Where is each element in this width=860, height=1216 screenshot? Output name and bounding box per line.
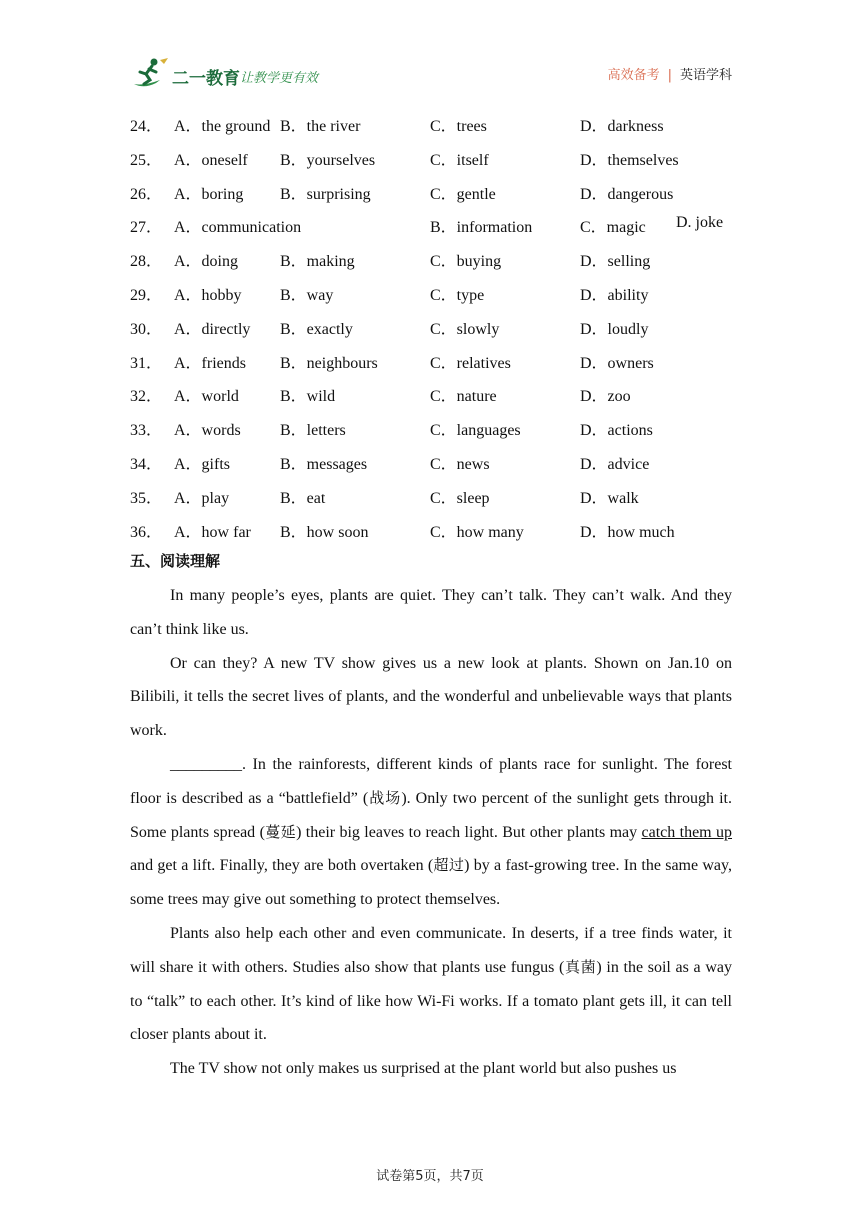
option-a: A．words <box>174 422 241 440</box>
option-d: D．how much <box>580 523 675 541</box>
option-d: D．selling <box>580 253 651 271</box>
option-a: A．the ground <box>174 118 271 135</box>
option-d: D．owners <box>580 354 654 372</box>
option-a: A．how far <box>174 523 251 541</box>
paragraph-2: Or can they? A new TV show gives us a new look at plants. Shown on Jan.10 on Bilibili, it tells the secret lives of plants, and the wonderful and unbelievable ways that plants work. <box>130 654 732 740</box>
option-d: D．ability <box>580 286 649 304</box>
option-b: B．wild <box>280 388 336 406</box>
option-d: D. joke <box>676 214 724 232</box>
option-c: C．nature <box>430 388 497 406</box>
text-segment: and get a lift. Finally, they are both overtaken ( <box>130 857 434 875</box>
option-d: D．loudly <box>580 320 649 338</box>
paragraph-3 <box>130 748 732 917</box>
question-number: 29． <box>130 286 163 304</box>
section-title: 五、阅读理解 <box>130 552 221 570</box>
option-a: A．oneself <box>174 151 248 169</box>
slogan: 让教学更有效 <box>240 71 319 86</box>
answer-options <box>130 110 740 549</box>
option-row <box>130 414 740 448</box>
option-c: C．news <box>430 455 490 473</box>
paragraph-5: The TV show not only makes us surprised at the plant world but also pushes us <box>170 1060 677 1078</box>
option-row <box>130 110 740 144</box>
option-c: C．languages <box>430 422 521 440</box>
paragraph-4 <box>130 917 732 1052</box>
option-a: A．directly <box>174 320 251 338</box>
option-b: B．letters <box>280 422 346 440</box>
text-segment: Plants also help each other and even communicate. In deserts, if a tree finds water, it will share it with others. Studies also show that plants use fungus ( <box>130 924 732 976</box>
logo-text: 二一教育 <box>172 69 240 88</box>
option-b: B．way <box>280 286 334 304</box>
option-c: C．itself <box>430 151 489 169</box>
option-c: C．how many <box>430 523 524 541</box>
question-number: 33． <box>130 422 163 440</box>
option-a: A．communication <box>174 219 302 237</box>
option-row <box>130 448 740 482</box>
paragraph-1: In many people’s eyes, plants are quiet. They can’t talk. They can’t walk. And they can’t think like us. <box>130 587 732 638</box>
option-b: B．neighbours <box>280 354 378 372</box>
option-d: D．zoo <box>580 388 631 406</box>
text-segment: ). Only two percent of the sunlight gets through it. Some plants spread ( <box>130 789 732 841</box>
logo <box>130 56 350 90</box>
option-c: C．sleep <box>430 489 490 507</box>
option-a: A．hobby <box>174 286 242 304</box>
option-row <box>130 516 740 550</box>
chinese-gloss: 超过 <box>433 856 465 875</box>
option-d: D．actions <box>580 422 653 440</box>
text-segment: ) their big leaves to reach light. But other plants may <box>296 823 642 841</box>
page-footer: 试卷第5页，共7页 <box>376 1169 484 1184</box>
question-number: 26． <box>130 185 163 203</box>
text-segment: ) by a fast-growing tree. In the same way, some trees may give out something to protect themselves. <box>130 857 732 909</box>
option-a: A．gifts <box>174 455 231 473</box>
option-b: B．yourselves <box>280 151 376 169</box>
option-row <box>130 211 740 245</box>
question-number: 34． <box>130 455 163 473</box>
chinese-gloss: 战场 <box>368 788 402 807</box>
option-row <box>130 482 740 516</box>
option-a: A．play <box>174 489 230 507</box>
chinese-gloss: 蔓延 <box>264 822 297 841</box>
header-right <box>608 64 732 83</box>
option-c: C．slowly <box>430 320 500 338</box>
option-row <box>130 347 740 381</box>
option-b: B．eat <box>280 489 326 507</box>
underlined-phrase: catch them up <box>641 823 733 841</box>
option-a: A．doing <box>174 253 239 271</box>
page-header <box>130 52 732 92</box>
blank: _________ <box>170 755 242 773</box>
option-row <box>130 178 740 212</box>
option-b: B．messages <box>280 455 368 473</box>
runner-logo-icon <box>130 56 170 90</box>
text-segment: ) in the soil as a way to “talk” to each other. It’s kind of like how Wi-Fi works. If a tomato plant gets ill, it can tell closer plants about it. <box>130 958 732 1044</box>
option-a: A．world <box>174 388 239 406</box>
option-b: B．making <box>280 253 355 271</box>
header-accent-text: 高效备考 <box>607 68 660 83</box>
option-d: D．advice <box>580 455 650 473</box>
option-d: D．darkness <box>580 118 664 135</box>
question-number: 30． <box>130 320 163 338</box>
option-d: D．dangerous <box>580 185 674 203</box>
option-c: C．buying <box>430 253 502 271</box>
question-number: 32． <box>130 388 163 406</box>
question-number: 35． <box>130 489 163 507</box>
chinese-gloss: 真菌 <box>564 957 597 976</box>
option-b: B．surprising <box>280 185 371 203</box>
option-b: B．how soon <box>280 523 369 541</box>
option-row <box>130 313 740 347</box>
question-number: 25． <box>130 151 163 169</box>
option-c: C．type <box>430 286 485 304</box>
option-d: D．themselves <box>580 151 679 169</box>
option-row <box>130 380 740 414</box>
question-number: 31． <box>130 354 163 372</box>
option-d: D．walk <box>580 489 639 507</box>
question-number: 36． <box>130 523 163 541</box>
text-segment: . In the rainforests, different kinds of plants race for sunlight. The forest floor is described as a “battlefield” ( <box>130 755 732 807</box>
option-a: A．boring <box>174 185 244 203</box>
header-subject: 英语学科 <box>679 68 732 83</box>
option-row <box>130 245 740 279</box>
header-separator: | <box>667 68 672 83</box>
option-c: C．relatives <box>430 354 511 372</box>
option-row <box>130 144 740 178</box>
option-a: A．friends <box>174 354 246 372</box>
option-row <box>130 279 740 313</box>
reading-passage <box>130 579 732 1086</box>
option-b: B．exactly <box>280 320 353 338</box>
question-number: 27． <box>130 219 163 237</box>
question-number: 24． <box>130 118 163 135</box>
option-c: C．trees <box>430 118 487 135</box>
option-b: B．information <box>430 219 533 237</box>
option-c: C．gentle <box>430 185 496 203</box>
question-number: 28． <box>130 253 163 271</box>
option-b: B．the river <box>280 118 361 135</box>
option-c: C．magic <box>580 219 646 237</box>
